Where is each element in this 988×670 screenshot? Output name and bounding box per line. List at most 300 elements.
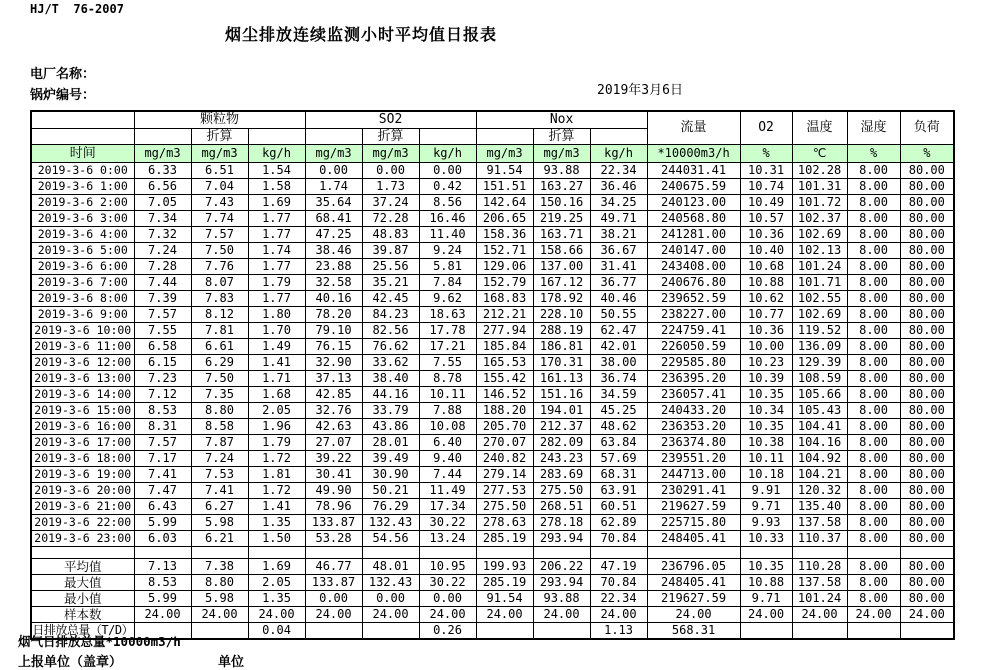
value-cell: 10.08: [419, 419, 476, 435]
value-cell: 1.69: [248, 195, 305, 211]
value-cell: 54.56: [362, 531, 419, 547]
value-cell: 240.82: [476, 451, 533, 467]
time-cell: 2019-3-6 23:00: [31, 531, 134, 547]
table-row: [31, 387, 954, 403]
summary-row: [31, 559, 954, 575]
value-cell: 10.95: [419, 559, 476, 575]
value-cell: 6.40: [419, 435, 476, 451]
value-cell: 163.27: [533, 179, 590, 195]
value-cell: 47.25: [305, 227, 362, 243]
value-cell: 110.37: [792, 531, 847, 547]
value-cell: 1.41: [248, 355, 305, 371]
value-cell: 8.00: [847, 515, 900, 531]
value-cell: 7.39: [134, 291, 191, 307]
value-cell: 102.28: [792, 163, 847, 179]
value-cell: 7.47: [134, 483, 191, 499]
value-cell: 5.99: [134, 515, 191, 531]
value-cell: 10.68: [740, 259, 792, 275]
value-cell: 10.33: [740, 531, 792, 547]
value-cell: 275.50: [476, 499, 533, 515]
value-cell: 38.00: [590, 355, 647, 371]
value-cell: 137.58: [792, 575, 847, 591]
value-cell: 53.28: [305, 531, 362, 547]
value-cell: 285.19: [476, 531, 533, 547]
temperature-header: 温度: [792, 111, 847, 145]
value-cell: 11.40: [419, 227, 476, 243]
value-cell: 7.57: [191, 227, 248, 243]
value-cell: 24.00: [191, 607, 248, 623]
value-cell: 1.79: [248, 275, 305, 291]
value-cell: 8.00: [847, 339, 900, 355]
value-cell: 137.00: [533, 259, 590, 275]
time-cell: 2019-3-6 20:00: [31, 483, 134, 499]
value-cell: 80.00: [900, 211, 954, 227]
value-cell: 8.80: [191, 403, 248, 419]
value-cell: 105.66: [792, 387, 847, 403]
value-cell: 63.91: [590, 483, 647, 499]
value-cell: 39.49: [362, 451, 419, 467]
value-cell: 151.16: [533, 387, 590, 403]
value-cell: 8.00: [847, 499, 900, 515]
value-cell: 120.32: [792, 483, 847, 499]
time-cell: 2019-3-6 0:00: [31, 163, 134, 179]
summary-row: [31, 607, 954, 623]
value-cell: 80.00: [900, 259, 954, 275]
value-cell: 8.00: [847, 451, 900, 467]
value-cell: 8.00: [847, 419, 900, 435]
value-cell: 101.24: [792, 259, 847, 275]
value-cell: 57.69: [590, 451, 647, 467]
unit-label: 单位: [218, 655, 245, 670]
value-cell: 39.22: [305, 451, 362, 467]
value-cell: 133.87: [305, 515, 362, 531]
value-cell: 27.07: [305, 435, 362, 451]
value-cell: 40.16: [305, 291, 362, 307]
value-cell: [476, 623, 533, 640]
value-cell: 25.56: [362, 259, 419, 275]
value-cell: 31.41: [590, 259, 647, 275]
value-cell: 7.55: [134, 323, 191, 339]
value-cell: 80.00: [900, 339, 954, 355]
time-cell: 2019-3-6 9:00: [31, 307, 134, 323]
value-cell: 50.55: [590, 307, 647, 323]
value-cell: 17.78: [419, 323, 476, 339]
value-cell: 6.33: [134, 163, 191, 179]
value-cell: 80.00: [900, 499, 954, 515]
time-cell: 2019-3-6 19:00: [31, 467, 134, 483]
value-cell: 6.58: [134, 339, 191, 355]
time-cell: 2019-3-6 12:00: [31, 355, 134, 371]
value-cell: 24.00: [647, 607, 740, 623]
value-cell: 225715.80: [647, 515, 740, 531]
nox-group-header: Nox: [476, 111, 647, 129]
value-cell: 277.94: [476, 323, 533, 339]
value-cell: 240147.00: [647, 243, 740, 259]
value-cell: 42.45: [362, 291, 419, 307]
value-cell: 137.58: [792, 515, 847, 531]
flow-header: 流量: [647, 111, 740, 145]
unit-cell: mg/m3: [476, 145, 533, 163]
value-cell: 228.10: [533, 307, 590, 323]
value-cell: [191, 623, 248, 640]
summary-row: [31, 591, 954, 607]
value-cell: 104.16: [792, 435, 847, 451]
value-cell: 5.81: [419, 259, 476, 275]
value-cell: 240123.00: [647, 195, 740, 211]
value-cell: 80.00: [900, 291, 954, 307]
value-cell: 7.41: [191, 483, 248, 499]
report-date: 2019年3月6日: [597, 83, 683, 98]
value-cell: 80.00: [900, 275, 954, 291]
value-cell: 278.63: [476, 515, 533, 531]
value-cell: 7.24: [191, 451, 248, 467]
value-cell: 22.34: [590, 163, 647, 179]
value-cell: 36.67: [590, 243, 647, 259]
value-cell: 10.23: [740, 355, 792, 371]
value-cell: 8.78: [419, 371, 476, 387]
unit-cell: %: [740, 145, 792, 163]
plant-name-label: 电厂名称：: [30, 67, 96, 82]
value-cell: 24.00: [419, 607, 476, 623]
value-cell: 62.47: [590, 323, 647, 339]
value-cell: 10.18: [740, 467, 792, 483]
value-cell: [847, 623, 900, 640]
value-cell: 24.00: [740, 607, 792, 623]
value-cell: 44.16: [362, 387, 419, 403]
value-cell: 91.54: [476, 591, 533, 607]
value-cell: 275.50: [533, 483, 590, 499]
value-cell: 7.17: [134, 451, 191, 467]
humidity-header: 湿度: [847, 111, 900, 145]
unit-cell: %: [847, 145, 900, 163]
value-cell: 8.07: [191, 275, 248, 291]
value-cell: 23.88: [305, 259, 362, 275]
value-cell: 1.50: [248, 531, 305, 547]
value-cell: 104.41: [792, 419, 847, 435]
value-cell: 8.00: [847, 403, 900, 419]
value-cell: 24.00: [792, 607, 847, 623]
value-cell: 7.57: [134, 307, 191, 323]
value-cell: 102.69: [792, 227, 847, 243]
empty-cell: [134, 547, 191, 559]
table-row: [31, 419, 954, 435]
value-cell: 9.40: [419, 451, 476, 467]
page-title: 烟尘排放连续监测小时平均值日报表: [225, 25, 498, 44]
table-row: [31, 451, 954, 467]
value-cell: 1.68: [248, 387, 305, 403]
value-cell: 1.13: [590, 623, 647, 640]
unit-cell: mg/m3: [134, 145, 191, 163]
value-cell: 194.01: [533, 403, 590, 419]
value-cell: 5.98: [191, 591, 248, 607]
value-cell: 167.12: [533, 275, 590, 291]
value-cell: 7.32: [134, 227, 191, 243]
load-header: 负荷: [900, 111, 954, 145]
value-cell: 48.83: [362, 227, 419, 243]
empty-cell: [419, 547, 476, 559]
value-cell: 42.63: [305, 419, 362, 435]
table-row: [31, 355, 954, 371]
value-cell: 7.04: [191, 179, 248, 195]
value-cell: 30.41: [305, 467, 362, 483]
value-cell: 79.10: [305, 323, 362, 339]
value-cell: 10.39: [740, 371, 792, 387]
value-cell: 206.22: [533, 559, 590, 575]
value-cell: 10.62: [740, 291, 792, 307]
time-cell: 2019-3-6 13:00: [31, 371, 134, 387]
value-cell: 142.64: [476, 195, 533, 211]
empty-cell: [134, 129, 191, 145]
table-row: [31, 499, 954, 515]
value-cell: 18.63: [419, 307, 476, 323]
empty-cell: [590, 129, 647, 145]
value-cell: 35.21: [362, 275, 419, 291]
value-cell: 5.98: [191, 515, 248, 531]
value-cell: 6.51: [191, 163, 248, 179]
empty-cell: [31, 547, 134, 559]
value-cell: 244713.00: [647, 467, 740, 483]
value-cell: 1.77: [248, 227, 305, 243]
value-cell: 135.40: [792, 499, 847, 515]
value-cell: 101.24: [792, 591, 847, 607]
unit-cell: kg/h: [248, 145, 305, 163]
value-cell: 8.12: [191, 307, 248, 323]
value-cell: 152.79: [476, 275, 533, 291]
value-cell: 7.55: [419, 355, 476, 371]
empty-cell: [31, 129, 134, 145]
table-row: [31, 403, 954, 419]
table-row: [31, 179, 954, 195]
value-cell: 82.56: [362, 323, 419, 339]
value-cell: 0.26: [419, 623, 476, 640]
value-cell: 8.31: [134, 419, 191, 435]
table-row: [31, 531, 954, 547]
unit-cell: ℃: [792, 145, 847, 163]
value-cell: 236353.20: [647, 419, 740, 435]
value-cell: 105.43: [792, 403, 847, 419]
empty-cell: [191, 547, 248, 559]
summary-label: 日排放总量（T/D）: [32, 623, 134, 637]
empty-cell: [476, 547, 533, 559]
value-cell: 158.36: [476, 227, 533, 243]
value-cell: 150.16: [533, 195, 590, 211]
value-cell: 80.00: [900, 575, 954, 591]
table-row: [31, 339, 954, 355]
value-cell: 158.66: [533, 243, 590, 259]
time-cell: 2019-3-6 5:00: [31, 243, 134, 259]
value-cell: 7.44: [419, 467, 476, 483]
value-cell: 37.13: [305, 371, 362, 387]
value-cell: 10.57: [740, 211, 792, 227]
value-cell: 0.00: [305, 591, 362, 607]
value-cell: 248405.41: [647, 531, 740, 547]
value-cell: 104.21: [792, 467, 847, 483]
value-cell: 24.00: [533, 607, 590, 623]
value-cell: 199.93: [476, 559, 533, 575]
value-cell: 0.04: [248, 623, 305, 640]
value-cell: 6.15: [134, 355, 191, 371]
value-cell: 1.54: [248, 163, 305, 179]
value-cell: 24.00: [590, 607, 647, 623]
value-cell: 1.72: [248, 451, 305, 467]
pm-converted-header: 折算: [191, 129, 248, 145]
unit-cell: mg/m3: [362, 145, 419, 163]
value-cell: 239551.20: [647, 451, 740, 467]
value-cell: 165.53: [476, 355, 533, 371]
value-cell: 288.19: [533, 323, 590, 339]
value-cell: 1.41: [248, 499, 305, 515]
value-cell: 1.96: [248, 419, 305, 435]
value-cell: 155.42: [476, 371, 533, 387]
value-cell: 36.77: [590, 275, 647, 291]
value-cell: 136.09: [792, 339, 847, 355]
value-cell: 9.91: [740, 483, 792, 499]
value-cell: 6.56: [134, 179, 191, 195]
value-cell: 45.25: [590, 403, 647, 419]
value-cell: 224759.41: [647, 323, 740, 339]
value-cell: 8.00: [847, 179, 900, 195]
value-cell: 37.24: [362, 195, 419, 211]
value-cell: 0.00: [419, 163, 476, 179]
value-cell: 163.71: [533, 227, 590, 243]
value-cell: 7.12: [134, 387, 191, 403]
value-cell: 8.00: [847, 371, 900, 387]
value-cell: 277.53: [476, 483, 533, 499]
spacer-row: [31, 547, 954, 559]
time-cell: 2019-3-6 17:00: [31, 435, 134, 451]
value-cell: 104.92: [792, 451, 847, 467]
value-cell: 240568.80: [647, 211, 740, 227]
value-cell: 80.00: [900, 467, 954, 483]
unit-cell: mg/m3: [191, 145, 248, 163]
value-cell: 7.41: [134, 467, 191, 483]
value-cell: 93.88: [533, 163, 590, 179]
value-cell: 80.00: [900, 307, 954, 323]
unit-cell: kg/h: [419, 145, 476, 163]
unit-cell: %: [900, 145, 954, 163]
value-cell: 110.28: [792, 559, 847, 575]
value-cell: 2.05: [248, 403, 305, 419]
value-cell: 10.35: [740, 419, 792, 435]
table-row: [31, 371, 954, 387]
value-cell: 6.61: [191, 339, 248, 355]
value-cell: 38.21: [590, 227, 647, 243]
value-cell: 133.87: [305, 575, 362, 591]
table-row: [31, 291, 954, 307]
value-cell: 80.00: [900, 451, 954, 467]
value-cell: 13.24: [419, 531, 476, 547]
nox-converted-header: 折算: [533, 129, 590, 145]
value-cell: 219.25: [533, 211, 590, 227]
value-cell: 6.27: [191, 499, 248, 515]
value-cell: 10.31: [740, 163, 792, 179]
value-cell: 238227.00: [647, 307, 740, 323]
value-cell: 7.57: [134, 435, 191, 451]
value-cell: 236057.41: [647, 387, 740, 403]
value-cell: 1.80: [248, 307, 305, 323]
value-cell: 161.13: [533, 371, 590, 387]
value-cell: 1.35: [248, 591, 305, 607]
value-cell: 1.77: [248, 259, 305, 275]
value-cell: 60.51: [590, 499, 647, 515]
value-cell: 8.00: [847, 227, 900, 243]
empty-cell: [248, 129, 305, 145]
value-cell: 1.72: [248, 483, 305, 499]
value-cell: 32.76: [305, 403, 362, 419]
pm-group-header: 颗粒物: [134, 111, 305, 129]
value-cell: 80.00: [900, 387, 954, 403]
table-row: [31, 467, 954, 483]
value-cell: 30.90: [362, 467, 419, 483]
value-cell: 1.77: [248, 211, 305, 227]
value-cell: 1.77: [248, 291, 305, 307]
value-cell: 8.00: [847, 355, 900, 371]
value-cell: 1.70: [248, 323, 305, 339]
value-cell: 28.01: [362, 435, 419, 451]
time-cell: 2019-3-6 6:00: [31, 259, 134, 275]
empty-cell: [419, 129, 476, 145]
value-cell: 244031.41: [647, 163, 740, 179]
value-cell: 226050.59: [647, 339, 740, 355]
value-cell: 8.58: [191, 419, 248, 435]
value-cell: 205.70: [476, 419, 533, 435]
value-cell: 8.53: [134, 575, 191, 591]
value-cell: 7.81: [191, 323, 248, 339]
value-cell: 80.00: [900, 591, 954, 607]
value-cell: 10.88: [740, 575, 792, 591]
value-cell: 24.00: [362, 607, 419, 623]
value-cell: 7.88: [419, 403, 476, 419]
value-cell: 230291.41: [647, 483, 740, 499]
value-cell: 7.13: [134, 559, 191, 575]
table-row: [31, 483, 954, 499]
table-row: [31, 163, 954, 179]
so2-group-header: SO2: [305, 111, 476, 129]
value-cell: 151.51: [476, 179, 533, 195]
value-cell: 7.76: [191, 259, 248, 275]
value-cell: 185.84: [476, 339, 533, 355]
value-cell: 101.72: [792, 195, 847, 211]
boiler-no-label: 锅炉编号：: [30, 88, 96, 103]
value-cell: 24.00: [847, 607, 900, 623]
value-cell: 283.69: [533, 467, 590, 483]
value-cell: 243.23: [533, 451, 590, 467]
value-cell: 240675.59: [647, 179, 740, 195]
value-cell: 80.00: [900, 419, 954, 435]
value-cell: 129.39: [792, 355, 847, 371]
value-cell: 80.00: [900, 483, 954, 499]
value-cell: 7.74: [191, 211, 248, 227]
time-cell: 2019-3-6 15:00: [31, 403, 134, 419]
empty-cell: [792, 547, 847, 559]
value-cell: 40.46: [590, 291, 647, 307]
value-cell: [533, 623, 590, 640]
empty-cell: [533, 547, 590, 559]
value-cell: 102.37: [792, 211, 847, 227]
value-cell: 17.21: [419, 339, 476, 355]
value-cell: 36.74: [590, 371, 647, 387]
value-cell: 30.22: [419, 515, 476, 531]
value-cell: 132.43: [362, 515, 419, 531]
value-cell: 49.71: [590, 211, 647, 227]
value-cell: 10.35: [740, 559, 792, 575]
value-cell: 8.00: [847, 435, 900, 451]
table-row: [31, 243, 954, 259]
value-cell: 10.77: [740, 307, 792, 323]
value-cell: 1.58: [248, 179, 305, 195]
value-cell: 248405.41: [647, 575, 740, 591]
value-cell: 279.14: [476, 467, 533, 483]
